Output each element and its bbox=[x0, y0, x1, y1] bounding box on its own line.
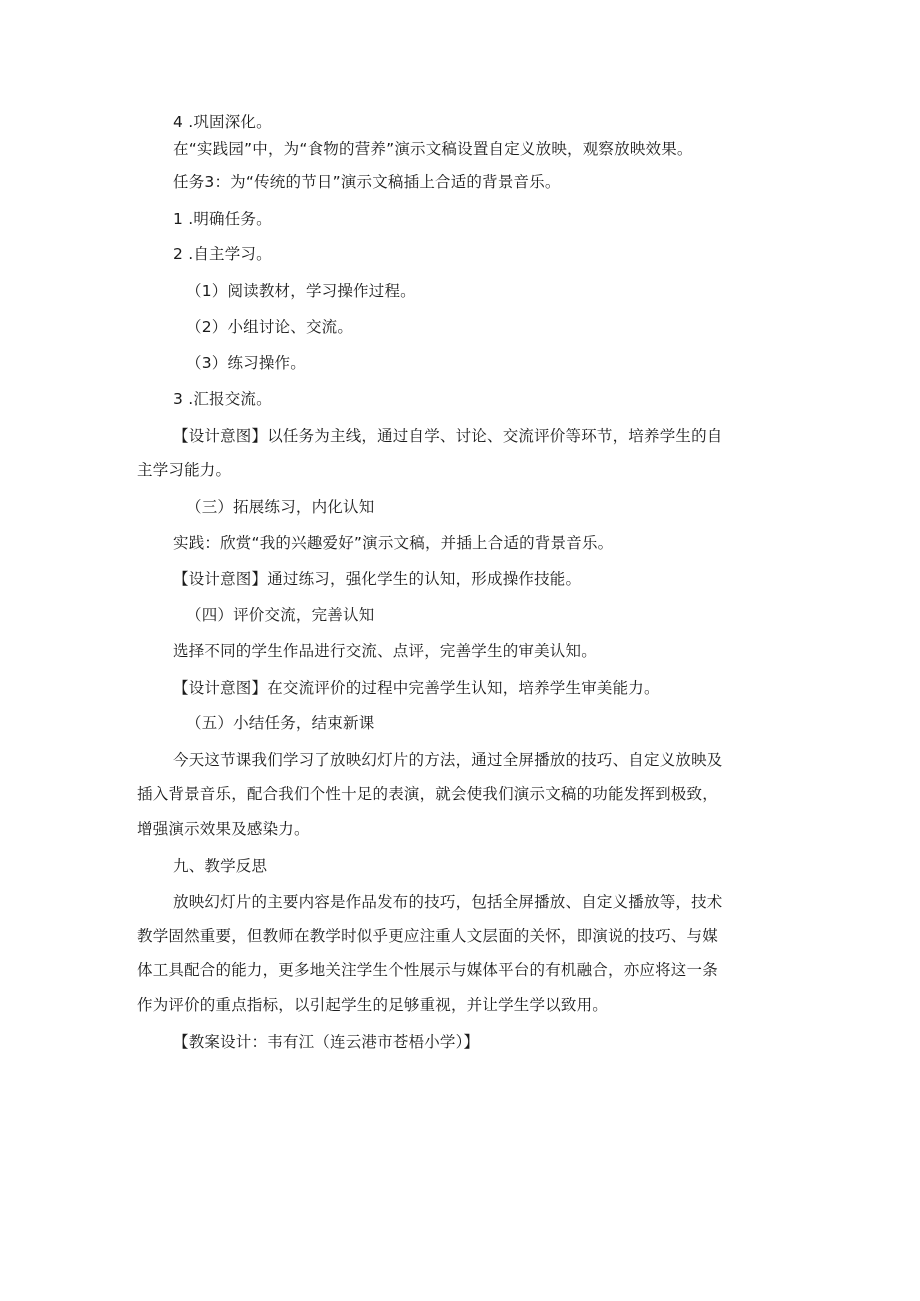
summary-line-3: 增强演示效果及感染力。 bbox=[137, 820, 310, 838]
design-intent-1-line-1: 【设计意图】以任务为主线，通过自学、讨论、交流评价等环节，培养学生的自 bbox=[173, 427, 723, 445]
section-5-heading: （五）小结任务，结束新课 bbox=[186, 714, 375, 732]
substep-1: （1）阅读教材，学习操作过程。 bbox=[186, 282, 416, 300]
design-intent-2: 【设计意图】通过练习，强化学生的认知，形成操作技能。 bbox=[173, 570, 582, 588]
section-3-heading: （三）拓展练习，内化认知 bbox=[186, 498, 375, 516]
design-intent-1-line-2: 主学习能力。 bbox=[137, 461, 232, 479]
practice-paragraph: 在“实践园”中，为“食物的营养”演示文稿设置自定义放映，观察放映效果。 bbox=[173, 140, 693, 158]
substep-3: （3）练习操作。 bbox=[186, 354, 306, 372]
author-credit: 【教案设计：韦有江（连云港市苍梧小学）】 bbox=[173, 1033, 480, 1051]
step-2-heading: 2 .自主学习。 bbox=[173, 245, 272, 263]
task-3-heading: 任务3：为“传统的节日”演示文稿插上合适的背景音乐。 bbox=[173, 173, 561, 191]
section-4-heading: （四）评价交流，完善认知 bbox=[186, 606, 375, 624]
reflection-line-1: 放映幻灯片的主要内容是作品发布的技巧，包括全屏播放、自定义播放等，技术 bbox=[173, 893, 723, 911]
design-intent-3: 【设计意图】在交流评价的过程中完善学生认知，培养学生审美能力。 bbox=[173, 679, 660, 697]
summary-line-2: 插入背景音乐，配合我们个性十足的表演，就会使我们演示文稿的功能发挥到极致， bbox=[137, 785, 718, 803]
section-9-heading: 九、教学反思 bbox=[173, 857, 268, 875]
evaluation-paragraph: 选择不同的学生作品进行交流、点评，完善学生的审美认知。 bbox=[173, 642, 597, 660]
step-4-heading: 4 .巩固深化。 bbox=[173, 113, 272, 131]
reflection-line-4: 作为评价的重点指标，以引起学生的足够重视，并让学生学以致用。 bbox=[137, 996, 609, 1014]
summary-line-1: 今天这节课我们学习了放映幻灯片的方法，通过全屏播放的技巧、自定义放映及 bbox=[173, 751, 723, 769]
step-1-heading: 1 .明确任务。 bbox=[173, 210, 272, 228]
step-3-heading: 3 .汇报交流。 bbox=[173, 390, 272, 408]
substep-2: （2）小组讨论、交流。 bbox=[186, 318, 354, 336]
practice-2-paragraph: 实践：欣赏“我的兴趣爱好”演示文稿，并插上合适的背景音乐。 bbox=[173, 534, 614, 552]
reflection-line-3: 体工具配合的能力，更多地关注学生个性展示与媒体平台的有机融合，亦应将这一条 bbox=[137, 961, 718, 979]
reflection-line-2: 教学固然重要，但教师在教学时似乎更应注重人文层面的关怀，即演说的技巧、与媒 bbox=[137, 927, 718, 945]
